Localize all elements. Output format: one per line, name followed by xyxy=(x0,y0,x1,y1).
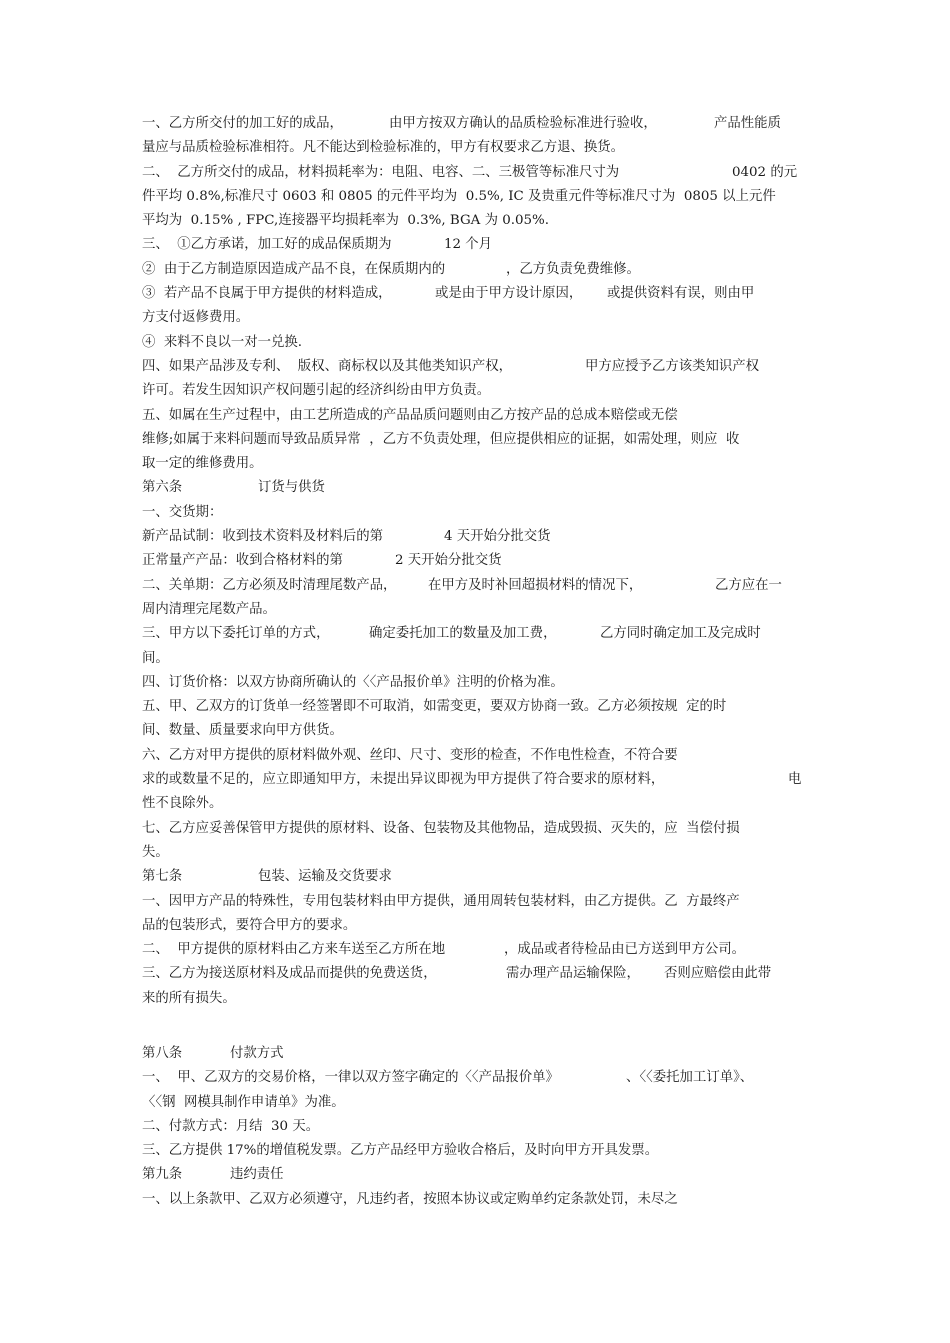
text-line xyxy=(142,719,807,743)
text-segment: 电 xyxy=(788,772,802,788)
text-segment: ④ 来料不良以一对一兑换. xyxy=(142,334,303,350)
text-segment: 需办理产品运输保险， xyxy=(506,966,640,982)
text-line xyxy=(142,817,807,841)
text-segment: 三、乙方提供 17%的增值税发票。乙方产品经甲方验收合格后，及时向甲方开具发票。 xyxy=(142,1143,659,1159)
text-line xyxy=(142,404,807,428)
text-segment: 二、关单期：乙方必须及时清理尾数产品， xyxy=(142,577,397,593)
text-line xyxy=(142,744,807,768)
text-segment: 五、甲、乙双方的订货单一经签署即不可取消，如需变更，要双方协商一致。乙方必须按规 定的时 xyxy=(142,699,727,715)
text-segment: 六、乙方对甲方提供的原材料做外观、丝印、尺寸、变形的检查，不作电性检查，不符合要 xyxy=(142,747,678,763)
text-segment: 由甲方按双方确认的品质检验标准进行验收， xyxy=(389,116,657,131)
text-segment: 正常量产产品：收到合格材料的第 xyxy=(142,553,343,569)
text-segment: 产品性能质 xyxy=(714,116,781,131)
text-line xyxy=(142,1066,807,1090)
text-segment: 来的所有损失。 xyxy=(142,990,236,1006)
text-line xyxy=(142,452,807,476)
text-segment: 确定委托加工的数量及加工费， xyxy=(369,626,557,642)
text-segment: 二、 乙方所交付的成品，材料损耗率为：电阻、电容、二、三极管等标准尺寸为 xyxy=(142,164,620,180)
text-line xyxy=(142,622,807,646)
text-line xyxy=(142,598,807,622)
article-number: 第六条 xyxy=(142,480,183,496)
text-segment: 平均为 0.15% , FPC,连接器平均损耗率为 0.3%, BGA 为 0.05%. xyxy=(142,213,550,229)
text-segment: 、〈〈委托加工订单》、 xyxy=(626,1070,754,1086)
text-line xyxy=(142,890,807,914)
text-segment: 二、付款方式：月结 30 天。 xyxy=(142,1118,320,1134)
text-segment: ，成品或者待检品由已方送到甲方公司。 xyxy=(504,942,746,958)
text-segment: 乙方应在一 xyxy=(715,577,782,593)
text-line xyxy=(142,355,807,379)
text-line xyxy=(142,671,807,695)
text-line xyxy=(142,1139,807,1163)
text-segment: 一、因甲方产品的特殊性，专用包装材料由甲方提供，通用周转包装材料，由乙方提供。乙 方最终产 xyxy=(142,893,740,909)
text-segment: 乙方同时确定加工及完成时 xyxy=(600,626,761,642)
article-number: 第七条 xyxy=(142,869,183,885)
text-segment: 〈〈钢 网模具制作申请单》为准。 xyxy=(142,1094,345,1110)
text-segment: 取一定的维修费用。 xyxy=(142,456,263,472)
text-line xyxy=(142,428,807,452)
text-segment: 件平均 0.8%,标准尺寸 0603 和 0805 的元件平均为 0.5%, IC 及贵重元件等标准尺寸为 0805 以上元件 xyxy=(142,188,776,204)
text-segment: 五、如属在生产过程中，由工艺所造成的产品品质问题则由乙方按产品的总成本赔偿或无偿 xyxy=(142,407,678,423)
text-line xyxy=(142,282,807,306)
text-line xyxy=(142,185,807,209)
text-segment: 4 天开始分批交货 xyxy=(444,529,551,545)
text-segment: 量应与品质检验标准相符。凡不能达到检验标准的，甲方有权要求乙方退、换货。 xyxy=(142,140,625,156)
text-segment: 0402 的元 xyxy=(732,164,798,180)
text-line xyxy=(142,841,807,865)
text-line xyxy=(142,914,807,938)
text-segment: 一、 甲、乙双方的交易价格，一律以双方签字确定的〈〈产品报价单》 xyxy=(142,1070,559,1086)
text-line xyxy=(142,962,807,986)
text-line xyxy=(142,768,807,792)
text-segment: 在甲方及时补回超损材料的情况下， xyxy=(428,577,643,593)
text-segment: 一、以上条款甲、乙双方必须遵守，凡违约者，按照本协议或定购单约定条款处罚，未尽之 xyxy=(142,1191,678,1207)
text-segment: ② 由于乙方制造原因造成产品不良，在保质期内的 xyxy=(142,261,446,277)
text-line xyxy=(142,574,807,598)
article-title: 付款方式 xyxy=(230,1045,284,1061)
text-segment: 12 个月 xyxy=(444,237,493,253)
text-segment: 周内清理完尾数产品。 xyxy=(142,601,276,617)
text-line xyxy=(142,258,807,282)
contract-page xyxy=(142,112,807,1212)
text-segment: 品的包装形式，要符合甲方的要求。 xyxy=(142,917,357,933)
section-heading xyxy=(142,865,807,889)
text-segment: 三、 ①乙方承诺，加工好的成品保质期为 xyxy=(142,237,392,253)
text-segment: ③ 若产品不良属于甲方提供的材料造成， xyxy=(142,286,392,302)
article-title: 包装、运输及交货要求 xyxy=(258,869,392,885)
text-segment: 新产品试制：收到技术资料及材料后的第 xyxy=(142,529,384,545)
text-segment: 许可。若发生因知识产权问题引起的经济纠纷由甲方负责。 xyxy=(142,383,491,399)
text-line xyxy=(142,501,807,525)
text-line xyxy=(142,647,807,671)
text-line xyxy=(142,1091,807,1115)
text-segment: 失。 xyxy=(142,844,169,860)
section-heading xyxy=(142,1163,807,1187)
text-segment: 性不良除外。 xyxy=(142,796,223,812)
text-line xyxy=(142,987,807,1011)
blank-line xyxy=(142,1011,807,1042)
text-line xyxy=(142,209,807,233)
article-title: 订货与供货 xyxy=(258,480,325,496)
text-line xyxy=(142,938,807,962)
article-title: 违约责任 xyxy=(230,1167,284,1183)
text-segment: 四、如果产品涉及专利、 版权、商标权以及其他类知识产权， xyxy=(142,358,513,374)
text-segment: 七、乙方应妥善保管甲方提供的原材料、设备、包装物及其他物品，造成毁损、灭失的，应 当偿付损 xyxy=(142,820,740,836)
text-line xyxy=(142,695,807,719)
text-segment: 间、数量、质量要求向甲方供货。 xyxy=(142,723,343,739)
text-line xyxy=(142,306,807,330)
text-segment: 二、 甲方提供的原材料由乙方来车送至乙方所在地 xyxy=(142,942,446,958)
text-segment: 四、订货价格：以双方协商所确认的〈〈产品报价单》注明的价格为准。 xyxy=(142,674,564,690)
text-segment: 三、甲方以下委托订单的方式， xyxy=(142,626,330,642)
text-segment: 或是由于甲方设计原因， xyxy=(435,286,583,302)
text-segment: 方支付返修费用。 xyxy=(142,310,250,326)
text-segment: 三、乙方为接送原材料及成品而提供的免费送货， xyxy=(142,966,437,982)
text-line xyxy=(142,1115,807,1139)
text-line xyxy=(142,136,807,160)
text-line xyxy=(142,379,807,403)
text-segment: 间。 xyxy=(142,650,169,666)
text-segment: 求的或数量不足的，应立即通知甲方，未提出异议即视为甲方提供了符合要求的原材料， xyxy=(142,772,665,788)
text-line xyxy=(142,161,807,185)
text-line xyxy=(142,549,807,573)
text-segment: 2 天开始分批交货 xyxy=(395,553,502,569)
text-segment: ，乙方负责免费维修。 xyxy=(506,261,640,277)
text-segment: 甲方应授予乙方该类知识产权 xyxy=(585,358,760,374)
text-segment: 一、交货期： xyxy=(142,504,223,520)
text-line xyxy=(142,792,807,816)
article-number: 第八条 xyxy=(142,1045,183,1061)
text-segment: 一、乙方所交付的加工好的成品， xyxy=(142,116,343,131)
text-line xyxy=(142,525,807,549)
section-heading xyxy=(142,1042,807,1066)
text-line xyxy=(142,1188,807,1212)
section-heading xyxy=(142,476,807,500)
text-segment: 或提供资料有误，则由甲 xyxy=(607,286,755,302)
text-line xyxy=(142,112,807,136)
text-segment: 否则应赔偿由此带 xyxy=(664,966,772,982)
text-line xyxy=(142,233,807,257)
text-line xyxy=(142,331,807,355)
article-number: 第九条 xyxy=(142,1167,183,1183)
text-segment: 维修;如属于来料问题而导致品质异常 ，乙方不负责处理，但应提供相应的证据，如需处理，则应 收 xyxy=(142,431,740,447)
